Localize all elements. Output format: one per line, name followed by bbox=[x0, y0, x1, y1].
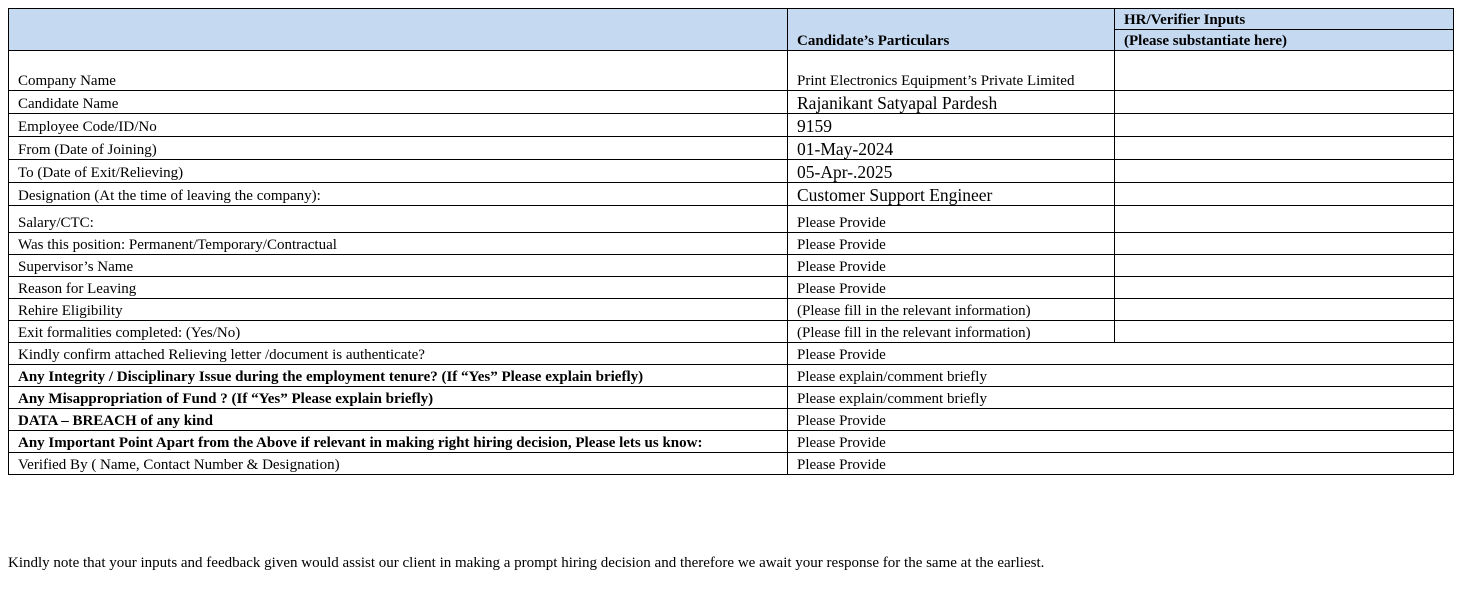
verifier-input-cell[interactable] bbox=[1115, 51, 1454, 91]
table-row bbox=[9, 137, 1454, 160]
verifier-input-cell[interactable] bbox=[1115, 321, 1454, 343]
verifier-input-cell[interactable] bbox=[1115, 277, 1454, 299]
row-value: 01-May-2024 bbox=[788, 137, 1115, 160]
row-label: Kindly confirm attached Relieving letter /document is authenticate? bbox=[9, 343, 788, 365]
row-value: Print Electronics Equipment’s Private Limited bbox=[788, 51, 1115, 91]
table-row bbox=[9, 277, 1454, 299]
row-label: Employee Code/ID/No bbox=[9, 114, 788, 137]
row-label: Candidate Name bbox=[9, 91, 788, 114]
table-row bbox=[9, 91, 1454, 114]
row-value: Please Provide bbox=[788, 453, 1454, 475]
verifier-input-cell[interactable] bbox=[1115, 91, 1454, 114]
table-row bbox=[9, 365, 1454, 387]
row-label: Company Name bbox=[9, 51, 788, 91]
row-value: (Please fill in the relevant information) bbox=[788, 299, 1115, 321]
table-row bbox=[9, 233, 1454, 255]
row-value: (Please fill in the relevant information) bbox=[788, 321, 1115, 343]
row-value: Rajanikant Satyapal Pardesh bbox=[788, 91, 1115, 114]
table-row bbox=[9, 206, 1454, 233]
verifier-input-cell[interactable] bbox=[1115, 114, 1454, 137]
row-value: Please Provide bbox=[788, 431, 1454, 453]
header-label-cell bbox=[9, 9, 788, 51]
row-value: Please Provide bbox=[788, 409, 1454, 431]
verifier-input-cell[interactable] bbox=[1115, 160, 1454, 183]
verifier-input-cell[interactable] bbox=[1115, 299, 1454, 321]
table-row bbox=[9, 51, 1454, 91]
table-row bbox=[9, 114, 1454, 137]
row-value: 05-Apr-.2025 bbox=[788, 160, 1115, 183]
row-value: Please Provide bbox=[788, 206, 1115, 233]
row-label: Reason for Leaving bbox=[9, 277, 788, 299]
row-label: Any Important Point Apart from the Above if relevant in making right hiring decision, Please lets us know: bbox=[9, 431, 788, 453]
table-row bbox=[9, 431, 1454, 453]
header-hr-verifier-inputs: HR/Verifier Inputs bbox=[1115, 9, 1454, 30]
row-value: Please Provide bbox=[788, 233, 1115, 255]
row-label: Supervisor’s Name bbox=[9, 255, 788, 277]
row-value: Please Provide bbox=[788, 255, 1115, 277]
table-row bbox=[9, 453, 1454, 475]
row-label: Any Misappropriation of Fund ? (If “Yes” Please explain briefly) bbox=[9, 387, 788, 409]
row-label: Any Integrity / Disciplinary Issue during the employment tenure? (If “Yes” Please explain briefly) bbox=[9, 365, 788, 387]
row-value: Please Provide bbox=[788, 343, 1454, 365]
header-candidate-particulars: Candidate’s Particulars bbox=[788, 9, 1115, 51]
row-value: Please explain/comment briefly bbox=[788, 365, 1454, 387]
row-value: 9159 bbox=[788, 114, 1115, 137]
table-row bbox=[9, 255, 1454, 277]
row-label: To (Date of Exit/Relieving) bbox=[9, 160, 788, 183]
row-label: Rehire Eligibility bbox=[9, 299, 788, 321]
table-row bbox=[9, 299, 1454, 321]
row-label: Designation (At the time of leaving the company): bbox=[9, 183, 788, 206]
table-row bbox=[9, 183, 1454, 206]
row-value: Please Provide bbox=[788, 277, 1115, 299]
verifier-input-cell[interactable] bbox=[1115, 137, 1454, 160]
verification-table bbox=[8, 8, 1454, 475]
verifier-input-cell[interactable] bbox=[1115, 183, 1454, 206]
row-label: Salary/CTC: bbox=[9, 206, 788, 233]
footnote-text: Kindly note that your inputs and feedback given would assist our client in making a prompt hiring decision and therefore we await your response for the same at the earliest. bbox=[8, 555, 1045, 571]
verifier-input-cell[interactable] bbox=[1115, 206, 1454, 233]
header-please-substantiate: (Please substantiate here) bbox=[1115, 30, 1454, 51]
row-label: From (Date of Joining) bbox=[9, 137, 788, 160]
verifier-input-cell[interactable] bbox=[1115, 233, 1454, 255]
table-row bbox=[9, 343, 1454, 365]
verifier-input-cell[interactable] bbox=[1115, 255, 1454, 277]
table-row bbox=[9, 409, 1454, 431]
row-label: DATA – BREACH of any kind bbox=[9, 409, 788, 431]
row-value: Please explain/comment briefly bbox=[788, 387, 1454, 409]
row-label: Was this position: Permanent/Temporary/Contractual bbox=[9, 233, 788, 255]
table-row bbox=[9, 321, 1454, 343]
table-row bbox=[9, 160, 1454, 183]
row-label: Exit formalities completed: (Yes/No) bbox=[9, 321, 788, 343]
row-label: Verified By ( Name, Contact Number & Designation) bbox=[9, 453, 788, 475]
row-value: Customer Support Engineer bbox=[788, 183, 1115, 206]
table-row bbox=[9, 387, 1454, 409]
